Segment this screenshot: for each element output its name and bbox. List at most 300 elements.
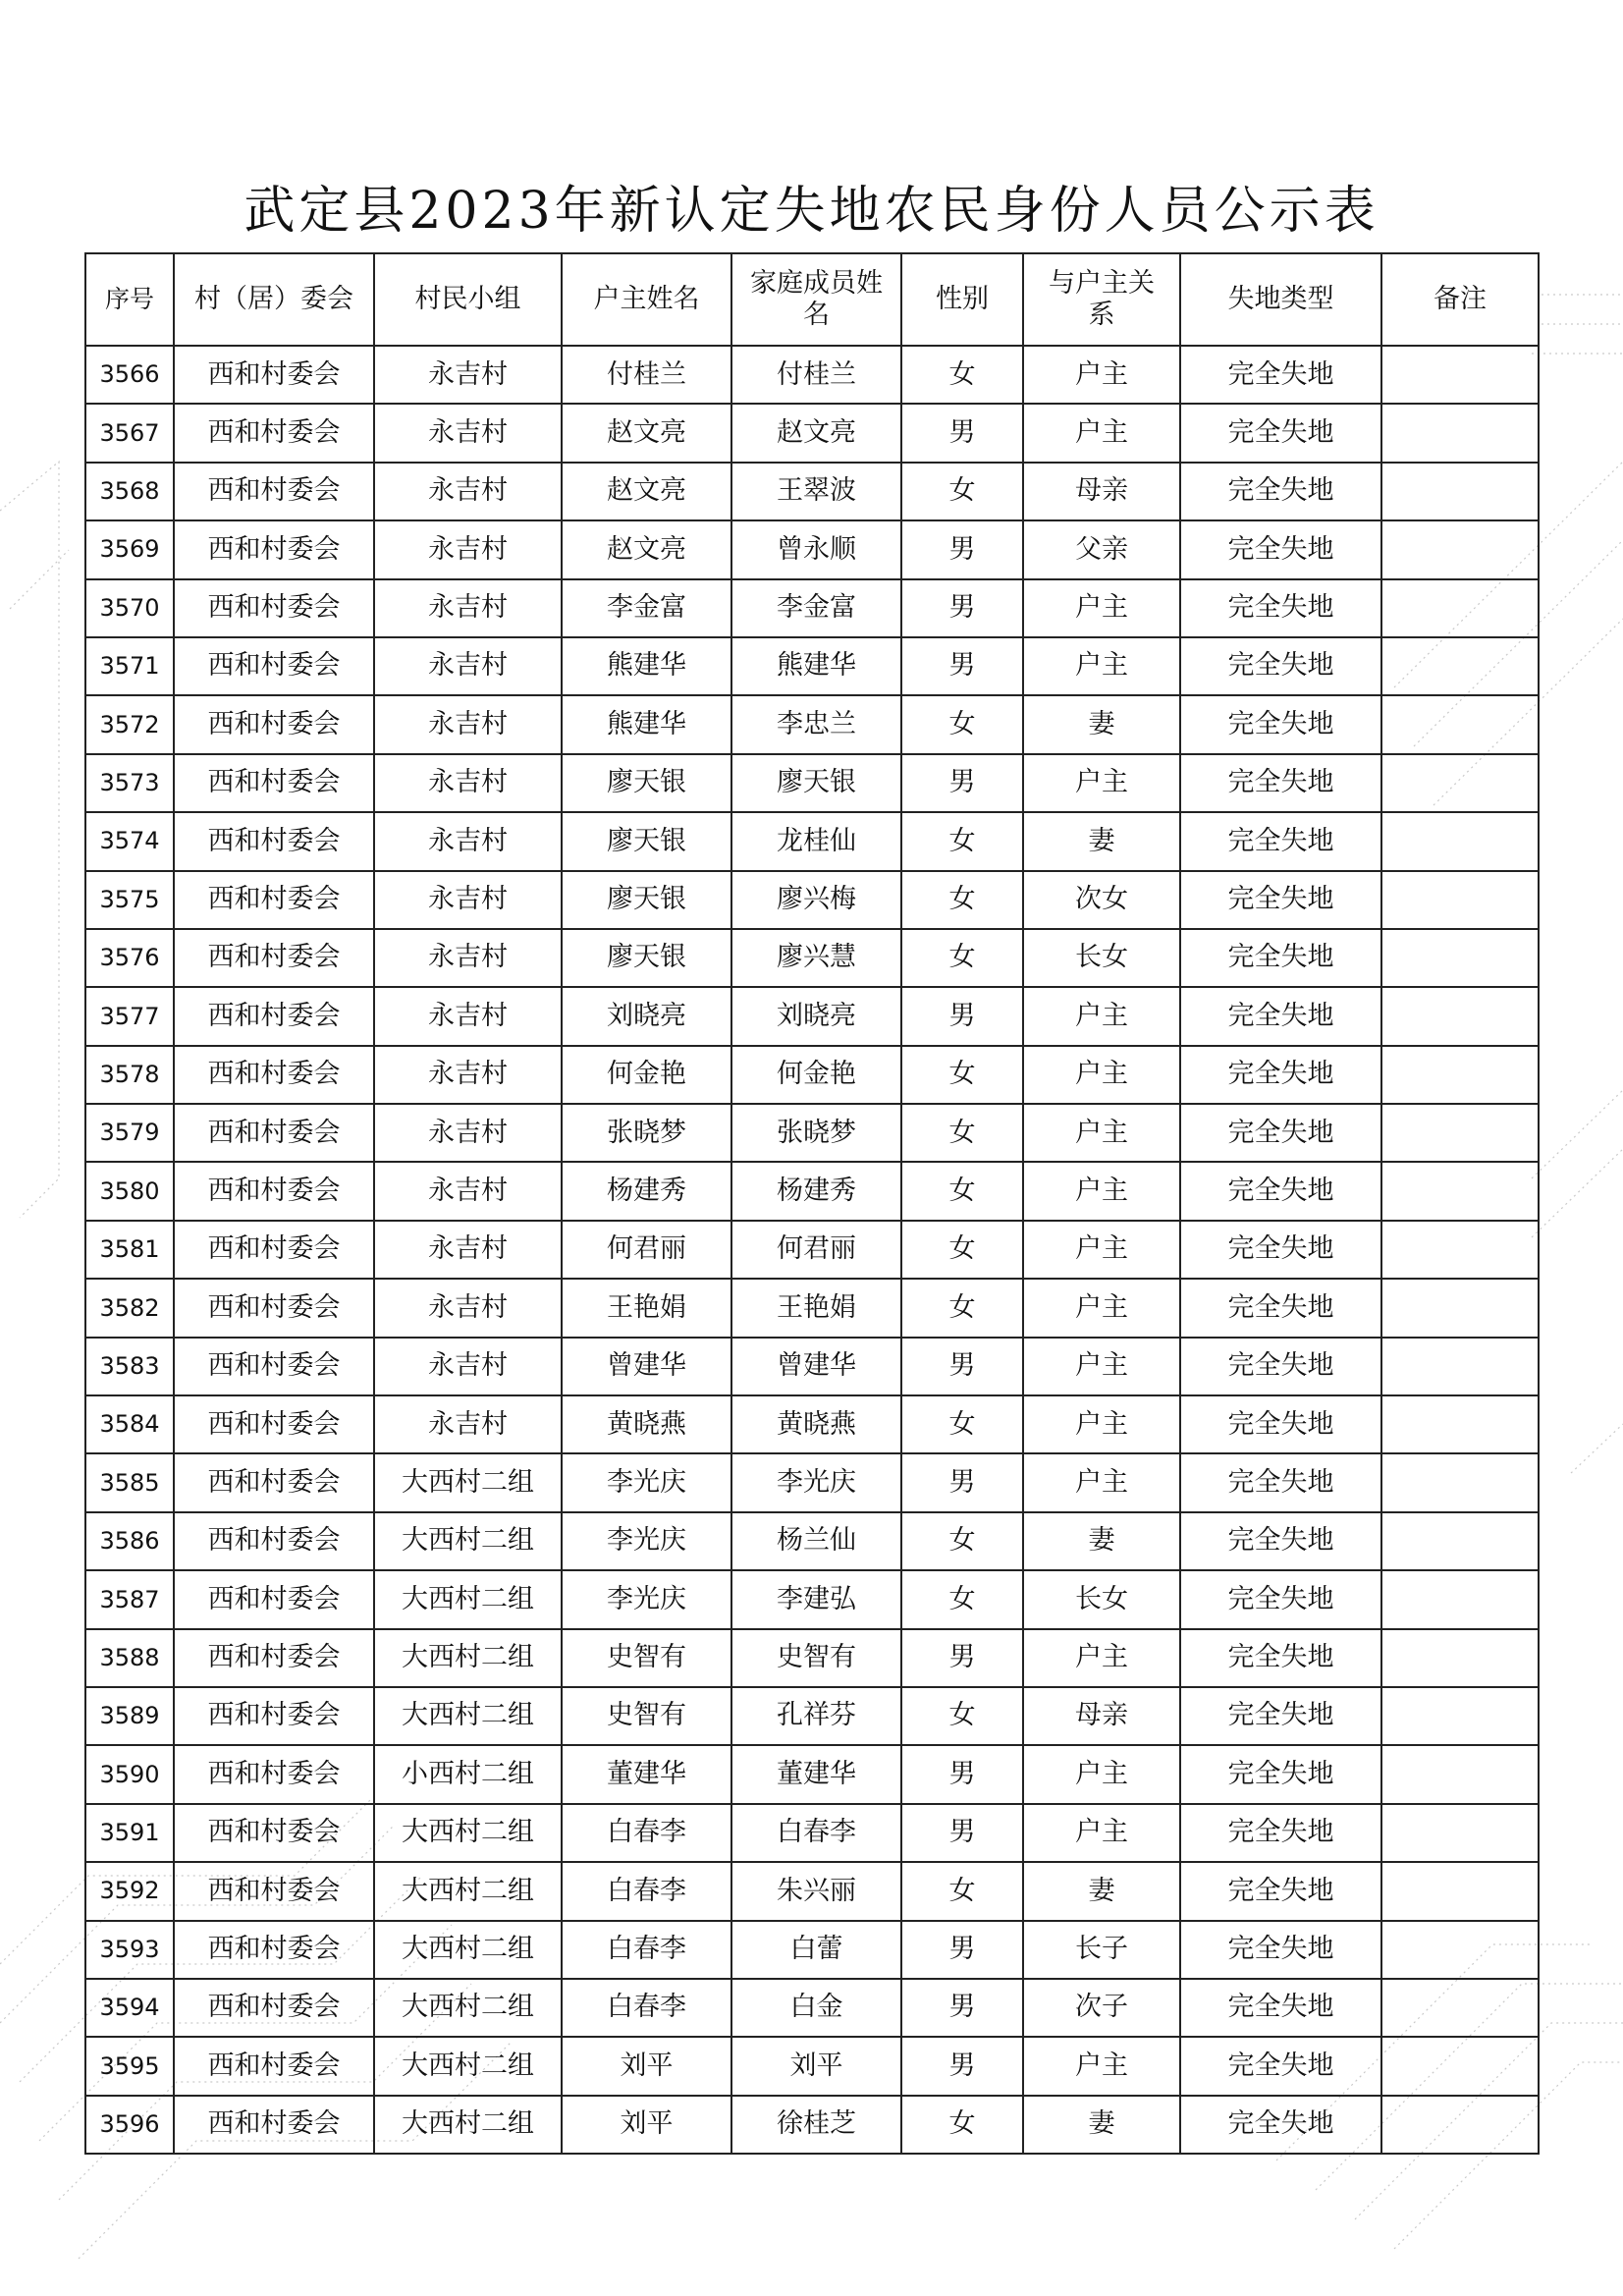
land-loss-type-cell: 完全失地 bbox=[1180, 1512, 1381, 1570]
gender-cell: 男 bbox=[901, 1921, 1023, 1979]
serial-number-cell: 3583 bbox=[85, 1338, 174, 1395]
header-gender: 性别 bbox=[901, 253, 1023, 346]
serial-number-cell: 3575 bbox=[85, 871, 174, 929]
table-row bbox=[85, 695, 1539, 753]
householder-name-cell: 廖天银 bbox=[562, 812, 731, 870]
remarks-cell bbox=[1381, 1804, 1539, 1862]
householder-name-cell: 熊建华 bbox=[562, 637, 731, 695]
land-loss-type-cell: 完全失地 bbox=[1180, 2096, 1381, 2154]
family-member-name-cell: 徐桂芝 bbox=[731, 2096, 901, 2154]
land-loss-type-cell: 完全失地 bbox=[1180, 1629, 1381, 1687]
header-remarks: 备注 bbox=[1381, 253, 1539, 346]
serial-number-cell: 3591 bbox=[85, 1804, 174, 1862]
family-member-name-cell: 王艳娟 bbox=[731, 1279, 901, 1337]
gender-cell: 男 bbox=[901, 520, 1023, 578]
family-member-name-cell: 黄晓燕 bbox=[731, 1395, 901, 1453]
family-member-name-cell: 张晓梦 bbox=[731, 1104, 901, 1162]
village-committee-cell: 西和村委会 bbox=[174, 1104, 374, 1162]
table-row bbox=[85, 1512, 1539, 1570]
villager-group-cell: 大西村二组 bbox=[374, 1804, 562, 1862]
householder-name-cell: 熊建华 bbox=[562, 695, 731, 753]
land-loss-type-cell: 完全失地 bbox=[1180, 871, 1381, 929]
villager-group-cell: 大西村二组 bbox=[374, 1453, 562, 1511]
villager-group-cell: 永吉村 bbox=[374, 987, 562, 1045]
land-loss-type-cell: 完全失地 bbox=[1180, 2037, 1381, 2095]
householder-name-cell: 杨建秀 bbox=[562, 1162, 731, 1220]
village-committee-cell: 西和村委会 bbox=[174, 1687, 374, 1745]
villager-group-cell: 永吉村 bbox=[374, 929, 562, 987]
header-relationship: 与户主关系 bbox=[1023, 253, 1180, 346]
family-member-name-cell: 董建华 bbox=[731, 1745, 901, 1803]
gender-cell: 男 bbox=[901, 579, 1023, 637]
land-loss-type-cell: 完全失地 bbox=[1180, 1338, 1381, 1395]
remarks-cell bbox=[1381, 579, 1539, 637]
relationship-cell: 户主 bbox=[1023, 1804, 1180, 1862]
land-loss-type-cell: 完全失地 bbox=[1180, 1046, 1381, 1104]
gender-cell: 女 bbox=[901, 1862, 1023, 1920]
serial-number-cell: 3587 bbox=[85, 1570, 174, 1628]
village-committee-cell: 西和村委会 bbox=[174, 1395, 374, 1453]
table-row bbox=[85, 1979, 1539, 2037]
villager-group-cell: 小西村二组 bbox=[374, 1745, 562, 1803]
village-committee-cell: 西和村委会 bbox=[174, 754, 374, 812]
land-loss-type-cell: 完全失地 bbox=[1180, 1745, 1381, 1803]
householder-name-cell: 刘晓亮 bbox=[562, 987, 731, 1045]
relationship-cell: 户主 bbox=[1023, 404, 1180, 462]
village-committee-cell: 西和村委会 bbox=[174, 1338, 374, 1395]
table-row bbox=[85, 1570, 1539, 1628]
householder-name-cell: 史智有 bbox=[562, 1629, 731, 1687]
land-loss-type-cell: 完全失地 bbox=[1180, 987, 1381, 1045]
village-committee-cell: 西和村委会 bbox=[174, 1046, 374, 1104]
village-committee-cell: 西和村委会 bbox=[174, 579, 374, 637]
villager-group-cell: 永吉村 bbox=[374, 579, 562, 637]
table-row bbox=[85, 1629, 1539, 1687]
serial-number-cell: 3585 bbox=[85, 1453, 174, 1511]
relationship-cell: 户主 bbox=[1023, 1046, 1180, 1104]
family-member-name-cell: 李光庆 bbox=[731, 1453, 901, 1511]
remarks-cell bbox=[1381, 1862, 1539, 1920]
family-member-name-cell: 何金艳 bbox=[731, 1046, 901, 1104]
villager-group-cell: 永吉村 bbox=[374, 1046, 562, 1104]
roster-table bbox=[84, 252, 1540, 2155]
land-loss-type-cell: 完全失地 bbox=[1180, 929, 1381, 987]
householder-name-cell: 张晓梦 bbox=[562, 1104, 731, 1162]
family-member-name-cell: 李忠兰 bbox=[731, 695, 901, 753]
gender-cell: 男 bbox=[901, 1453, 1023, 1511]
relationship-cell: 户主 bbox=[1023, 1104, 1180, 1162]
village-committee-cell: 西和村委会 bbox=[174, 987, 374, 1045]
remarks-cell bbox=[1381, 1395, 1539, 1453]
table-row bbox=[85, 754, 1539, 812]
householder-name-cell: 史智有 bbox=[562, 1687, 731, 1745]
relationship-cell: 户主 bbox=[1023, 579, 1180, 637]
villager-group-cell: 永吉村 bbox=[374, 463, 562, 520]
table-row bbox=[85, 1338, 1539, 1395]
header-village-committee: 村（居）委会 bbox=[174, 253, 374, 346]
page-title: 武定县2023年新认定失地农民身份人员公示表 bbox=[243, 182, 1380, 241]
serial-number-cell: 3581 bbox=[85, 1221, 174, 1279]
villager-group-cell: 永吉村 bbox=[374, 754, 562, 812]
relationship-cell: 母亲 bbox=[1023, 1687, 1180, 1745]
table-row bbox=[85, 1279, 1539, 1337]
serial-number-cell: 3578 bbox=[85, 1046, 174, 1104]
village-committee-cell: 西和村委会 bbox=[174, 871, 374, 929]
land-loss-type-cell: 完全失地 bbox=[1180, 1162, 1381, 1220]
householder-name-cell: 黄晓燕 bbox=[562, 1395, 731, 1453]
family-member-name-cell: 孔祥芬 bbox=[731, 1687, 901, 1745]
serial-number-cell: 3594 bbox=[85, 1979, 174, 2037]
village-committee-cell: 西和村委会 bbox=[174, 1221, 374, 1279]
gender-cell: 女 bbox=[901, 1687, 1023, 1745]
gender-cell: 女 bbox=[901, 1570, 1023, 1628]
villager-group-cell: 永吉村 bbox=[374, 637, 562, 695]
gender-cell: 男 bbox=[901, 987, 1023, 1045]
householder-name-cell: 廖天银 bbox=[562, 871, 731, 929]
land-loss-type-cell: 完全失地 bbox=[1180, 1570, 1381, 1628]
householder-name-cell: 董建华 bbox=[562, 1745, 731, 1803]
relationship-cell: 户主 bbox=[1023, 754, 1180, 812]
villager-group-cell: 永吉村 bbox=[374, 404, 562, 462]
relationship-cell: 户主 bbox=[1023, 987, 1180, 1045]
remarks-cell bbox=[1381, 1453, 1539, 1511]
householder-name-cell: 白春李 bbox=[562, 1804, 731, 1862]
village-committee-cell: 西和村委会 bbox=[174, 1279, 374, 1337]
householder-name-cell: 何金艳 bbox=[562, 1046, 731, 1104]
gender-cell: 女 bbox=[901, 812, 1023, 870]
serial-number-cell: 3586 bbox=[85, 1512, 174, 1570]
gender-cell: 男 bbox=[901, 1629, 1023, 1687]
land-loss-type-cell: 完全失地 bbox=[1180, 579, 1381, 637]
village-committee-cell: 西和村委会 bbox=[174, 1921, 374, 1979]
householder-name-cell: 曾建华 bbox=[562, 1338, 731, 1395]
table-row bbox=[85, 1687, 1539, 1745]
serial-number-cell: 3576 bbox=[85, 929, 174, 987]
relationship-cell: 户主 bbox=[1023, 346, 1180, 404]
relationship-cell: 妻 bbox=[1023, 2096, 1180, 2154]
table-row bbox=[85, 1162, 1539, 1220]
remarks-cell bbox=[1381, 520, 1539, 578]
villager-group-cell: 永吉村 bbox=[374, 1395, 562, 1453]
table-row bbox=[85, 520, 1539, 578]
remarks-cell bbox=[1381, 463, 1539, 520]
villager-group-cell: 永吉村 bbox=[374, 1279, 562, 1337]
gender-cell: 女 bbox=[901, 1162, 1023, 1220]
serial-number-cell: 3592 bbox=[85, 1862, 174, 1920]
relationship-cell: 户主 bbox=[1023, 1453, 1180, 1511]
householder-name-cell: 李金富 bbox=[562, 579, 731, 637]
gender-cell: 男 bbox=[901, 754, 1023, 812]
householder-name-cell: 付桂兰 bbox=[562, 346, 731, 404]
village-committee-cell: 西和村委会 bbox=[174, 1453, 374, 1511]
serial-number-cell: 3572 bbox=[85, 695, 174, 753]
relationship-cell: 户主 bbox=[1023, 1221, 1180, 1279]
gender-cell: 女 bbox=[901, 1104, 1023, 1162]
gender-cell: 男 bbox=[901, 1338, 1023, 1395]
table-header-row bbox=[85, 253, 1539, 346]
remarks-cell bbox=[1381, 1570, 1539, 1628]
serial-number-cell: 3567 bbox=[85, 404, 174, 462]
family-member-name-cell: 白春李 bbox=[731, 1804, 901, 1862]
table-row bbox=[85, 1046, 1539, 1104]
gender-cell: 女 bbox=[901, 346, 1023, 404]
remarks-cell bbox=[1381, 929, 1539, 987]
villager-group-cell: 永吉村 bbox=[374, 871, 562, 929]
remarks-cell bbox=[1381, 987, 1539, 1045]
serial-number-cell: 3566 bbox=[85, 346, 174, 404]
family-member-name-cell: 李建弘 bbox=[731, 1570, 901, 1628]
remarks-cell bbox=[1381, 1046, 1539, 1104]
serial-number-cell: 3593 bbox=[85, 1921, 174, 1979]
family-member-name-cell: 李金富 bbox=[731, 579, 901, 637]
table-row bbox=[85, 1453, 1539, 1511]
land-loss-type-cell: 完全失地 bbox=[1180, 695, 1381, 753]
village-committee-cell: 西和村委会 bbox=[174, 463, 374, 520]
householder-name-cell: 李光庆 bbox=[562, 1453, 731, 1511]
householder-name-cell: 赵文亮 bbox=[562, 463, 731, 520]
remarks-cell bbox=[1381, 1745, 1539, 1803]
gender-cell: 男 bbox=[901, 1745, 1023, 1803]
table-row bbox=[85, 1921, 1539, 1979]
relationship-cell: 长女 bbox=[1023, 1570, 1180, 1628]
table-row bbox=[85, 1395, 1539, 1453]
land-loss-type-cell: 完全失地 bbox=[1180, 1104, 1381, 1162]
family-member-name-cell: 曾建华 bbox=[731, 1338, 901, 1395]
family-member-name-cell: 赵文亮 bbox=[731, 404, 901, 462]
villager-group-cell: 大西村二组 bbox=[374, 1979, 562, 2037]
villager-group-cell: 大西村二组 bbox=[374, 1921, 562, 1979]
serial-number-cell: 3588 bbox=[85, 1629, 174, 1687]
serial-number-cell: 3582 bbox=[85, 1279, 174, 1337]
land-loss-type-cell: 完全失地 bbox=[1180, 1395, 1381, 1453]
family-member-name-cell: 朱兴丽 bbox=[731, 1862, 901, 1920]
gender-cell: 男 bbox=[901, 404, 1023, 462]
gender-cell: 女 bbox=[901, 1279, 1023, 1337]
relationship-cell: 次子 bbox=[1023, 1979, 1180, 2037]
land-loss-type-cell: 完全失地 bbox=[1180, 1687, 1381, 1745]
header-family-member-name: 家庭成员姓名 bbox=[731, 253, 901, 346]
relationship-cell: 户主 bbox=[1023, 1745, 1180, 1803]
householder-name-cell: 刘平 bbox=[562, 2096, 731, 2154]
table-row bbox=[85, 987, 1539, 1045]
village-committee-cell: 西和村委会 bbox=[174, 637, 374, 695]
village-committee-cell: 西和村委会 bbox=[174, 1862, 374, 1920]
serial-number-cell: 3568 bbox=[85, 463, 174, 520]
relationship-cell: 妻 bbox=[1023, 695, 1180, 753]
remarks-cell bbox=[1381, 404, 1539, 462]
village-committee-cell: 西和村委会 bbox=[174, 1979, 374, 2037]
family-member-name-cell: 熊建华 bbox=[731, 637, 901, 695]
land-loss-type-cell: 完全失地 bbox=[1180, 520, 1381, 578]
villager-group-cell: 永吉村 bbox=[374, 520, 562, 578]
villager-group-cell: 大西村二组 bbox=[374, 2037, 562, 2095]
family-member-name-cell: 付桂兰 bbox=[731, 346, 901, 404]
serial-number-cell: 3571 bbox=[85, 637, 174, 695]
remarks-cell bbox=[1381, 1512, 1539, 1570]
gender-cell: 女 bbox=[901, 1395, 1023, 1453]
villager-group-cell: 永吉村 bbox=[374, 1162, 562, 1220]
land-loss-type-cell: 完全失地 bbox=[1180, 404, 1381, 462]
gender-cell: 男 bbox=[901, 1979, 1023, 2037]
family-member-name-cell: 廖兴慧 bbox=[731, 929, 901, 987]
remarks-cell bbox=[1381, 1687, 1539, 1745]
land-loss-type-cell: 完全失地 bbox=[1180, 637, 1381, 695]
family-member-name-cell: 龙桂仙 bbox=[731, 812, 901, 870]
relationship-cell: 妻 bbox=[1023, 812, 1180, 870]
header-serial-number: 序号 bbox=[85, 253, 174, 346]
table-row bbox=[85, 463, 1539, 520]
land-loss-type-cell: 完全失地 bbox=[1180, 1979, 1381, 2037]
gender-cell: 男 bbox=[901, 1804, 1023, 1862]
householder-name-cell: 白春李 bbox=[562, 1862, 731, 1920]
serial-number-cell: 3589 bbox=[85, 1687, 174, 1745]
villager-group-cell: 大西村二组 bbox=[374, 1570, 562, 1628]
relationship-cell: 长女 bbox=[1023, 929, 1180, 987]
header-land-loss-type: 失地类型 bbox=[1180, 253, 1381, 346]
gender-cell: 男 bbox=[901, 2037, 1023, 2095]
remarks-cell bbox=[1381, 695, 1539, 753]
serial-number-cell: 3580 bbox=[85, 1162, 174, 1220]
village-committee-cell: 西和村委会 bbox=[174, 404, 374, 462]
villager-group-cell: 永吉村 bbox=[374, 695, 562, 753]
villager-group-cell: 大西村二组 bbox=[374, 2096, 562, 2154]
remarks-cell bbox=[1381, 871, 1539, 929]
village-committee-cell: 西和村委会 bbox=[174, 2096, 374, 2154]
remarks-cell bbox=[1381, 754, 1539, 812]
remarks-cell bbox=[1381, 1162, 1539, 1220]
remarks-cell bbox=[1381, 1629, 1539, 1687]
village-committee-cell: 西和村委会 bbox=[174, 2037, 374, 2095]
remarks-cell bbox=[1381, 1104, 1539, 1162]
table-row bbox=[85, 1104, 1539, 1162]
gender-cell: 女 bbox=[901, 1221, 1023, 1279]
family-member-name-cell: 白金 bbox=[731, 1979, 901, 2037]
table-row bbox=[85, 1221, 1539, 1279]
table-row bbox=[85, 1804, 1539, 1862]
villager-group-cell: 大西村二组 bbox=[374, 1687, 562, 1745]
remarks-cell bbox=[1381, 2037, 1539, 2095]
gender-cell: 女 bbox=[901, 463, 1023, 520]
land-loss-type-cell: 完全失地 bbox=[1180, 463, 1381, 520]
gender-cell: 女 bbox=[901, 871, 1023, 929]
serial-number-cell: 3590 bbox=[85, 1745, 174, 1803]
remarks-cell bbox=[1381, 1221, 1539, 1279]
relationship-cell: 户主 bbox=[1023, 1162, 1180, 1220]
relationship-cell: 妻 bbox=[1023, 1862, 1180, 1920]
serial-number-cell: 3577 bbox=[85, 987, 174, 1045]
village-committee-cell: 西和村委会 bbox=[174, 1629, 374, 1687]
land-loss-type-cell: 完全失地 bbox=[1180, 1921, 1381, 1979]
header-villager-group: 村民小组 bbox=[374, 253, 562, 346]
serial-number-cell: 3595 bbox=[85, 2037, 174, 2095]
villager-group-cell: 大西村二组 bbox=[374, 1862, 562, 1920]
remarks-cell bbox=[1381, 2096, 1539, 2154]
gender-cell: 女 bbox=[901, 695, 1023, 753]
villager-group-cell: 永吉村 bbox=[374, 1338, 562, 1395]
relationship-cell: 妻 bbox=[1023, 1512, 1180, 1570]
family-member-name-cell: 廖兴梅 bbox=[731, 871, 901, 929]
householder-name-cell: 李光庆 bbox=[562, 1570, 731, 1628]
serial-number-cell: 3569 bbox=[85, 520, 174, 578]
table-row bbox=[85, 871, 1539, 929]
family-member-name-cell: 杨建秀 bbox=[731, 1162, 901, 1220]
villager-group-cell: 永吉村 bbox=[374, 812, 562, 870]
village-committee-cell: 西和村委会 bbox=[174, 1570, 374, 1628]
householder-name-cell: 白春李 bbox=[562, 1921, 731, 1979]
serial-number-cell: 3573 bbox=[85, 754, 174, 812]
householder-name-cell: 王艳娟 bbox=[562, 1279, 731, 1337]
serial-number-cell: 3579 bbox=[85, 1104, 174, 1162]
serial-number-cell: 3574 bbox=[85, 812, 174, 870]
family-member-name-cell: 杨兰仙 bbox=[731, 1512, 901, 1570]
land-loss-type-cell: 完全失地 bbox=[1180, 1804, 1381, 1862]
family-member-name-cell: 史智有 bbox=[731, 1629, 901, 1687]
householder-name-cell: 赵文亮 bbox=[562, 520, 731, 578]
land-loss-type-cell: 完全失地 bbox=[1180, 1279, 1381, 1337]
family-member-name-cell: 廖天银 bbox=[731, 754, 901, 812]
remarks-cell bbox=[1381, 1921, 1539, 1979]
family-member-name-cell: 刘平 bbox=[731, 2037, 901, 2095]
remarks-cell bbox=[1381, 1979, 1539, 2037]
table-body bbox=[85, 346, 1539, 2154]
family-member-name-cell: 王翠波 bbox=[731, 463, 901, 520]
header-householder-name: 户主姓名 bbox=[562, 253, 731, 346]
village-committee-cell: 西和村委会 bbox=[174, 346, 374, 404]
remarks-cell bbox=[1381, 812, 1539, 870]
village-committee-cell: 西和村委会 bbox=[174, 1162, 374, 1220]
relationship-cell: 户主 bbox=[1023, 1279, 1180, 1337]
table-row bbox=[85, 2037, 1539, 2095]
remarks-cell bbox=[1381, 1338, 1539, 1395]
land-loss-type-cell: 完全失地 bbox=[1180, 1221, 1381, 1279]
table-row bbox=[85, 637, 1539, 695]
village-committee-cell: 西和村委会 bbox=[174, 929, 374, 987]
table-row bbox=[85, 346, 1539, 404]
village-committee-cell: 西和村委会 bbox=[174, 1804, 374, 1862]
land-loss-type-cell: 完全失地 bbox=[1180, 754, 1381, 812]
village-committee-cell: 西和村委会 bbox=[174, 1512, 374, 1570]
relationship-cell: 户主 bbox=[1023, 637, 1180, 695]
village-committee-cell: 西和村委会 bbox=[174, 1745, 374, 1803]
villager-group-cell: 大西村二组 bbox=[374, 1512, 562, 1570]
householder-name-cell: 刘平 bbox=[562, 2037, 731, 2095]
table-row bbox=[85, 579, 1539, 637]
householder-name-cell: 白春李 bbox=[562, 1979, 731, 2037]
villager-group-cell: 大西村二组 bbox=[374, 1629, 562, 1687]
householder-name-cell: 廖天银 bbox=[562, 754, 731, 812]
relationship-cell: 户主 bbox=[1023, 1395, 1180, 1453]
family-member-name-cell: 曾永顺 bbox=[731, 520, 901, 578]
land-loss-type-cell: 完全失地 bbox=[1180, 1862, 1381, 1920]
householder-name-cell: 廖天银 bbox=[562, 929, 731, 987]
relationship-cell: 次女 bbox=[1023, 871, 1180, 929]
village-committee-cell: 西和村委会 bbox=[174, 812, 374, 870]
remarks-cell bbox=[1381, 1279, 1539, 1337]
householder-name-cell: 李光庆 bbox=[562, 1512, 731, 1570]
serial-number-cell: 3596 bbox=[85, 2096, 174, 2154]
family-member-name-cell: 刘晓亮 bbox=[731, 987, 901, 1045]
householder-name-cell: 何君丽 bbox=[562, 1221, 731, 1279]
relationship-cell: 父亲 bbox=[1023, 520, 1180, 578]
remarks-cell bbox=[1381, 346, 1539, 404]
table-row bbox=[85, 2096, 1539, 2154]
gender-cell: 女 bbox=[901, 2096, 1023, 2154]
village-committee-cell: 西和村委会 bbox=[174, 695, 374, 753]
villager-group-cell: 永吉村 bbox=[374, 346, 562, 404]
land-loss-type-cell: 完全失地 bbox=[1180, 812, 1381, 870]
table-row bbox=[85, 1745, 1539, 1803]
serial-number-cell: 3584 bbox=[85, 1395, 174, 1453]
